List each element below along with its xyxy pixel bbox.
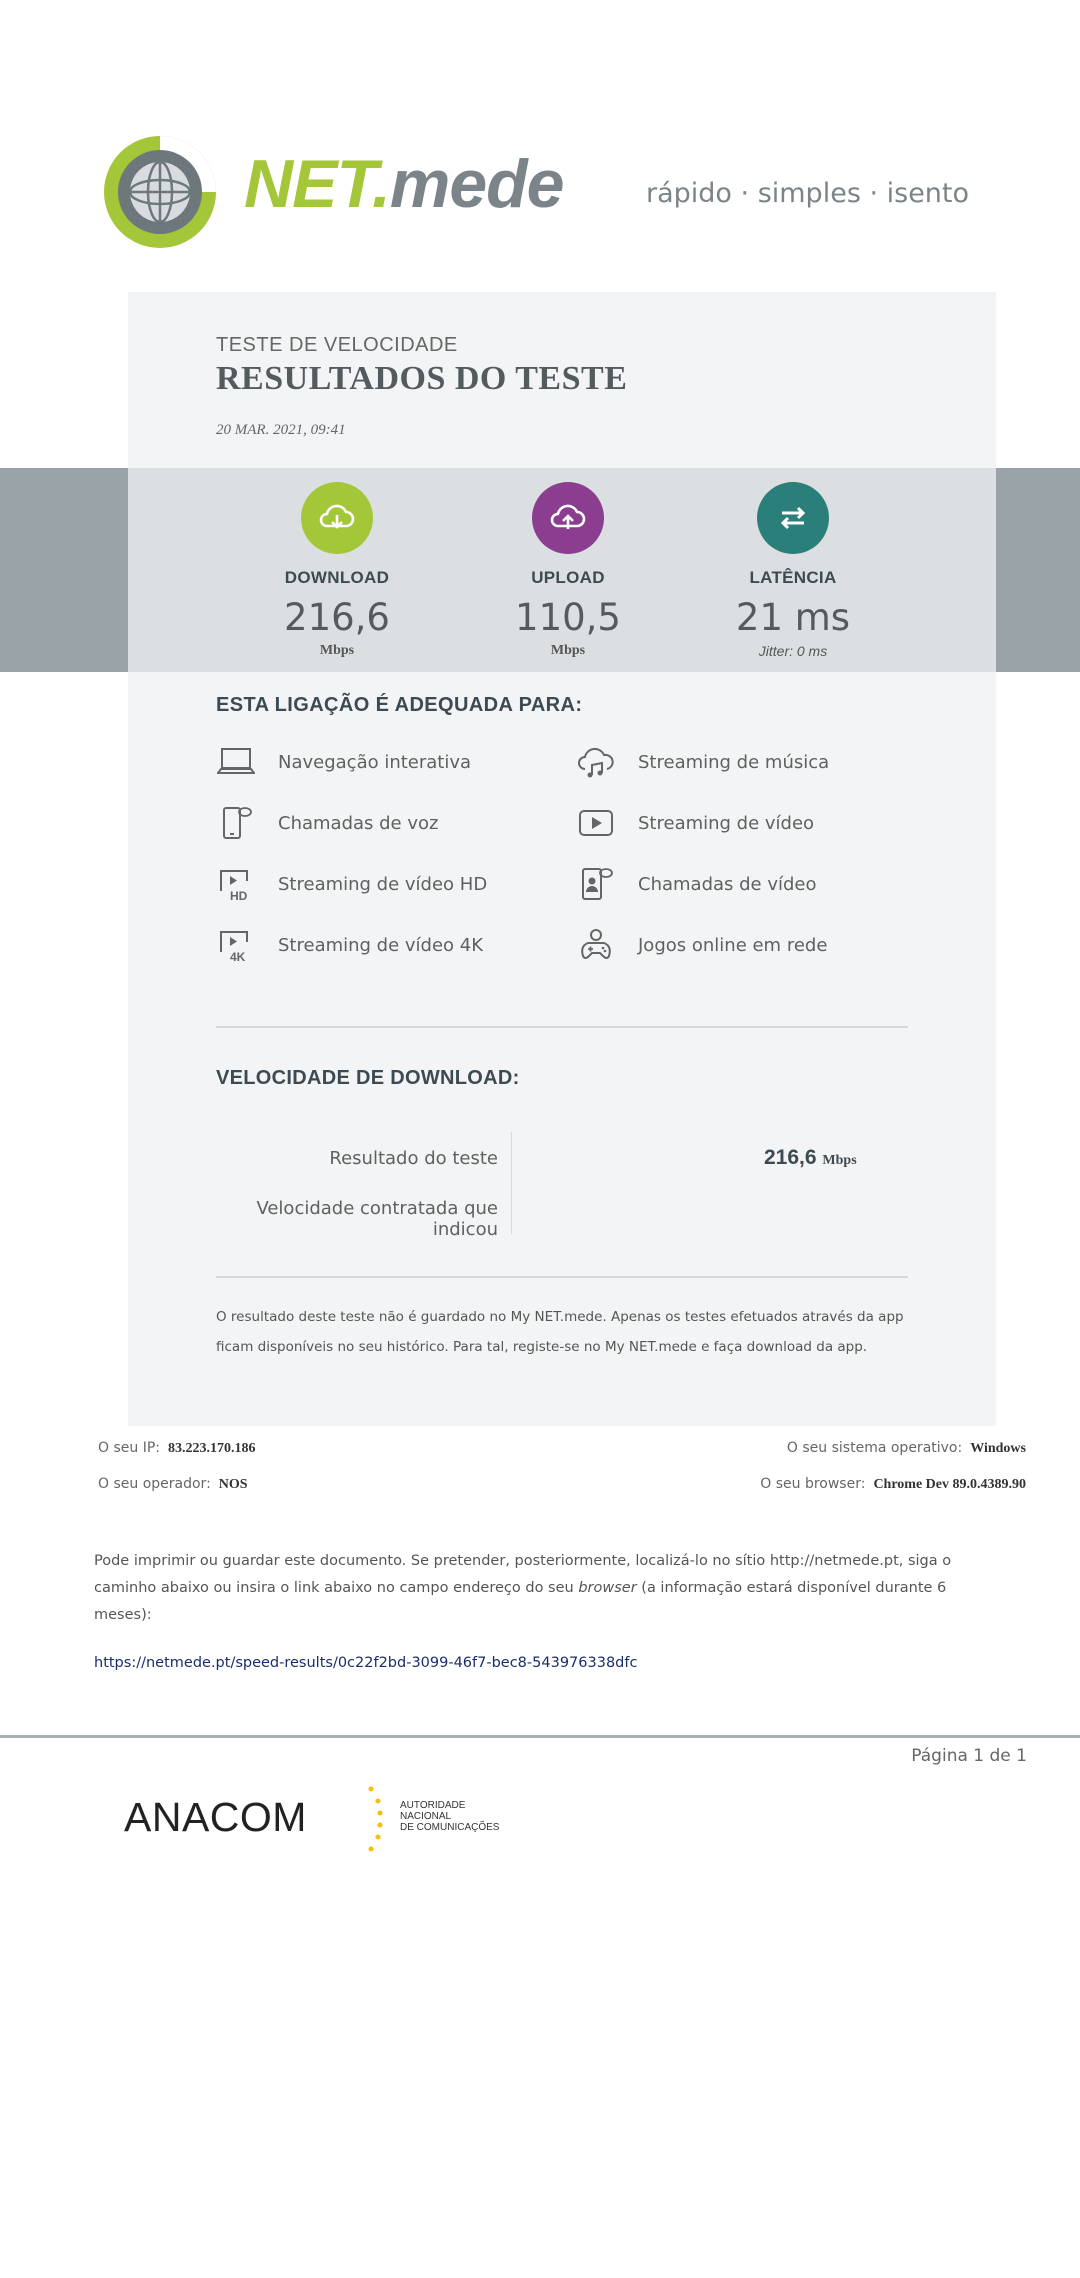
latency-label: LATÊNCIA xyxy=(749,568,837,587)
svg-text:4K: 4K xyxy=(230,950,246,964)
netmede-logo-icon xyxy=(100,132,220,252)
instructions-paragraph: Pode imprimir ou guardar este documento. Se pretender, posteriormente, localizá-lo no sítio http://netmede.pt, siga o caminho abaixo ou insira o link abaixo no campo endereço do seu browser (a informação estará disponível durante 6 meses): xyxy=(94,1553,952,1623)
cloud-music-icon xyxy=(576,742,616,782)
list-item xyxy=(216,925,483,965)
list-item-label: Streaming de vídeo HD xyxy=(278,873,488,895)
tagline: rápido · simples · isento xyxy=(646,178,970,209)
contracted-speed-label: Velocidade contratada que indicou xyxy=(256,1198,498,1240)
ip-info: O seu IP: 83.223.170.186 xyxy=(98,1440,256,1456)
gamepad-icon xyxy=(576,925,616,965)
download-label: DOWNLOAD xyxy=(284,568,390,587)
list-item-label: Streaming de música xyxy=(638,751,830,773)
list-item xyxy=(576,864,817,904)
test-kicker: TESTE DE VELOCIDADE xyxy=(216,334,458,356)
4k-video-icon xyxy=(216,925,256,965)
upload-value: 110,5 xyxy=(515,596,621,639)
jitter-value: Jitter: 0 ms xyxy=(758,643,828,659)
download-speed-title: VELOCIDADE DE DOWNLOAD: xyxy=(216,1067,520,1089)
anacom-dots-icon xyxy=(368,1783,388,1868)
list-item xyxy=(216,742,471,782)
adequate-title: ESTA LIGAÇÃO É ADEQUADA PARA: xyxy=(216,694,583,716)
netmede-wordmark: NET.mede xyxy=(244,146,564,222)
upload-label: UPLOAD xyxy=(531,568,605,587)
list-item-label: Chamadas de vídeo xyxy=(638,873,817,895)
latency-metric xyxy=(663,482,923,659)
laptop-icon xyxy=(216,742,256,782)
phone-call-icon xyxy=(216,803,256,843)
page-title: RESULTADOS DO TESTE xyxy=(216,360,628,397)
swap-arrows-icon xyxy=(757,482,829,554)
test-date: 20 MAR. 2021, 09:41 xyxy=(216,422,346,438)
history-note: O resultado deste teste não é guardado no My NET.mede. Apenas os testes efetuados através da app ficam disponíveis no seu histórico. Para tal, registe-se no My NET.mede e faça download da app. xyxy=(216,1309,904,1355)
list-item xyxy=(216,864,487,904)
anacom-subtitle: AUTORIDADE NACIONAL DE COMUNICAÇÕES xyxy=(400,1800,500,1833)
video-call-icon xyxy=(576,864,616,904)
operator-info: O seu operador: NOS xyxy=(98,1476,248,1492)
list-item-label: Chamadas de voz xyxy=(278,812,439,834)
page-number: Página 1 de 1 xyxy=(911,1746,1027,1766)
upload-metric xyxy=(438,482,698,659)
upload-unit: Mbps xyxy=(550,643,586,658)
results-panel xyxy=(128,292,996,1426)
cloud-download-icon xyxy=(301,482,373,554)
results-link[interactable]: https://netmede.pt/speed-results/0c22f2bd-3099-46f7-bec8-543976338dfc xyxy=(94,1655,638,1671)
video-play-icon xyxy=(576,803,616,843)
result-value: 216,6 Mbps xyxy=(764,1146,857,1169)
hd-video-icon xyxy=(216,864,256,904)
list-item xyxy=(576,925,827,965)
cloud-upload-icon xyxy=(532,482,604,554)
list-item-label: Streaming de vídeo xyxy=(638,812,815,834)
list-item-label: Navegação interativa xyxy=(278,751,472,773)
list-item xyxy=(216,803,438,843)
list-item xyxy=(576,742,829,782)
browser-info: O seu browser: Chrome Dev 89.0.4389.90 xyxy=(760,1476,1026,1492)
download-value: 216,6 xyxy=(284,596,390,639)
vertical-divider xyxy=(511,1132,512,1234)
anacom-logo: ANACOM xyxy=(124,1794,307,1840)
footer-divider xyxy=(0,1735,1080,1738)
list-item xyxy=(576,803,814,843)
divider xyxy=(216,1276,908,1278)
os-info: O seu sistema operativo: Windows xyxy=(786,1440,1026,1456)
download-metric xyxy=(207,482,467,659)
divider xyxy=(216,1026,908,1028)
result-label: Resultado do teste xyxy=(329,1148,498,1169)
latency-value: 21 ms xyxy=(735,596,851,639)
list-item-label: Jogos online em rede xyxy=(638,934,828,956)
list-item-label: Streaming de vídeo 4K xyxy=(278,934,484,956)
svg-text:HD: HD xyxy=(230,889,248,903)
download-unit: Mbps xyxy=(319,643,355,658)
